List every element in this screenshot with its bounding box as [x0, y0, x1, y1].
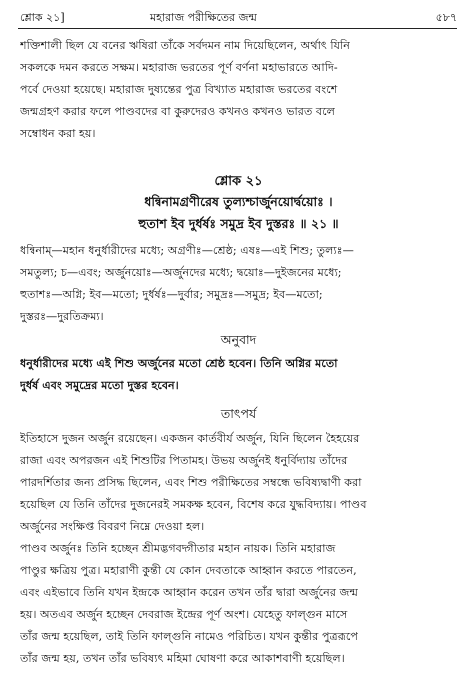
synonym-line: ধন্বিনাম্—মহান ধনুর্ধারীদের মধ্যে; অগ্রণীঃ—শ্রেষ্ঠ; এষঃ—এই শিশু; তুল্যঃ—: [20, 244, 354, 257]
text-line: সম্বোধন করা হয়।: [20, 127, 96, 140]
purport-line: হয়েছিল যে তিনি তাঁদের দুজনেরই সমকক্ষ হবেন, বিশেষ করে যুদ্ধবিদ্যায়। পাণ্ডব: [20, 498, 367, 511]
purport-line: পাণ্ডুর ক্ষত্রিয় পুত্র। মহারাণী কুন্তী যে কোন দেবতাকে আহ্বান করতে পারতেন,: [20, 564, 357, 577]
header-verse-ref: শ্লোক ২১]: [20, 11, 65, 24]
text-line: জন্মগ্রহণ করার ফলে পাণ্ডবদের বা কুরুদেরও কখনও কখনও ভারত বলে: [20, 105, 335, 118]
header-chapter-title: মহারাজ পরীক্ষিতের জন্ম: [150, 11, 257, 24]
purport-line: হয়। অতএব অর্জুন হচ্ছেন দেবরাজ ইন্দ্রের পূর্ণ অংশ। যেহেতু ফাল্গুন মাসে: [20, 608, 348, 621]
page-number: ৫৮৭: [435, 11, 457, 24]
synonym-line: সমতুল্য; চ—এবং; অর্জুনয়োঃ—অর্জুনদের মধ্যে; দ্বয়োঃ—দুইজনের মধ্যে;: [20, 266, 342, 279]
verse-line: ধন্বিনামগ্রণীরেষ তুল্যশ্চার্জুনয়োর্দ্বয়োঃ ।: [144, 194, 333, 209]
purport-heading: তাৎপর্য: [220, 406, 257, 421]
running-header: [0, 6, 475, 28]
purport-paragraph: [20, 428, 457, 670]
text-line: পর্বে দেওয়া হয়েছে। মহারাজ দুষ্যন্তের পুত্র বিখ্যাত মহারাজ ভরতের বংশে: [20, 83, 338, 96]
verse-heading: শ্লোক ২১: [214, 174, 263, 189]
synonym-line: হুতাশঃ—অগ্নি; ইব—মতো; দুর্ধর্ষঃ—দুর্বার; সমুদ্রঃ—সমুদ্র; ইব—মতো;: [20, 288, 323, 301]
purport-line: তাঁর জন্ম হয়েছিল, তাই তিনি ফাল্গুনি নামেও পরিচিত। যখন কুন্তীর পুত্ররূপে: [20, 630, 359, 643]
text-line: শক্তিশালী ছিল যে বনের ঋষিরা তাঁকে সর্বদমন নাম দিয়েছিলেন, অর্থাৎ যিনি: [20, 39, 350, 52]
verse-line: হুতাশ ইব দুর্ধর্ষঃ সমুদ্র ইব দুস্তরঃ ॥ ২১ ॥: [138, 216, 339, 231]
translation-line: দুর্ধর্ষ এবং সমুদ্রের মতো দুস্তর হবেন।: [20, 378, 179, 392]
synonym-line: দুস্তরঃ—দুরতিক্রম্য।: [20, 310, 104, 323]
purport-line: পাণ্ডব অর্জুনঃ তিনি হচ্ছেন শ্রীমদ্ভগবদ্গীতার মহান নায়ক। তিনি মহারাজ: [20, 542, 336, 555]
synonyms-paragraph: [20, 240, 457, 328]
purport-line: অর্জুনের সংক্ষিপ্ত বিবরণ নিম্নে দেওয়া হল।: [20, 520, 205, 533]
purport-line: এবং এইভাবে তিনি যখন ইন্দ্রকে আহ্বান করেন তখন তাঁর দ্বারা অর্জুনের জন্ম: [20, 586, 359, 599]
translation-line: ধনুর্ধারীদের মধ্যে এই শিশু অর্জুনের মতো শ্রেষ্ঠ হবেন। তিনি অগ্নির মতো: [20, 356, 338, 370]
header-rule: [18, 28, 457, 29]
purport-line: ইতিহাসে দুজন অর্জুন রয়েছেন। একজন কার্তবীর্য অর্জুন, যিনি ছিলেন হৈহয়ের: [20, 432, 360, 445]
translation-heading: অনুবাদ: [220, 332, 257, 347]
translation-paragraph: [20, 352, 457, 396]
purport-line: রাজা এবং অপরজন এই শিশুটির পিতামহ। উভয় অর্জুনই ধনুর্বিদ্যায় তাঁদের: [20, 454, 348, 467]
purport-line: তাঁর জন্ম হয়, তখন তাঁর ভবিষ্যৎ মহিমা ঘোষণা করে আকাশবাণী হয়েছিল।: [20, 652, 345, 665]
purport-line: পারদর্শিতার জন্য প্রসিদ্ধ ছিলেন, এবং শিশু পরীক্ষিতের সম্বন্ধে ভবিষ্যদ্বাণী করা: [20, 476, 362, 489]
text-line: সকলকে দমন করতে সক্ষম। মহারাজ ভরতের পূর্ণ বর্ণনা মহাভারতে আদি-: [20, 61, 338, 74]
intro-paragraph: [20, 35, 457, 145]
